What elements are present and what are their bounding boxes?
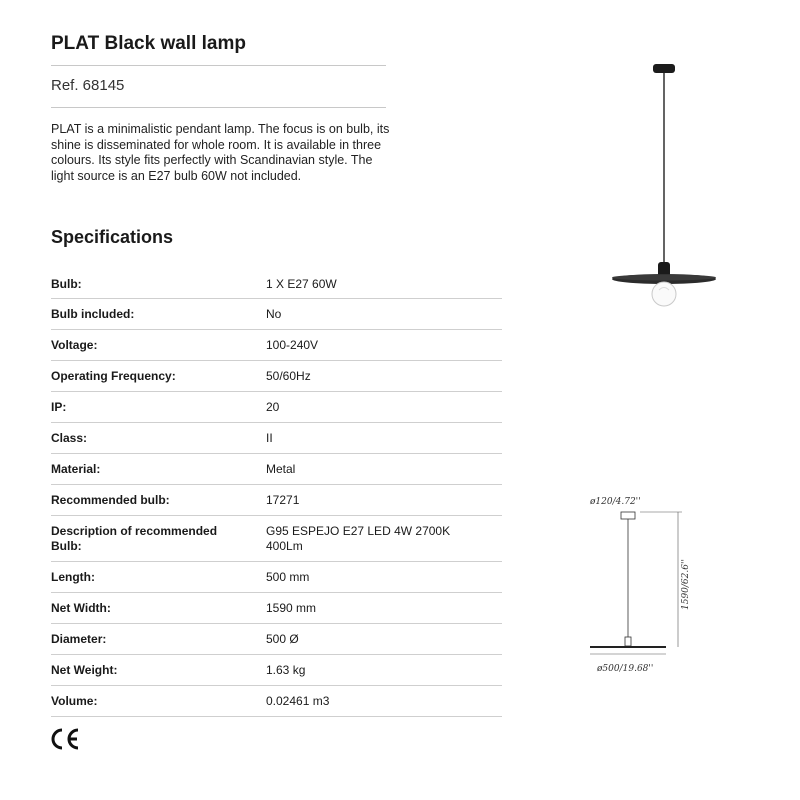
spec-row-bulb-description — [51, 516, 502, 562]
product-description: PLAT is a minimalistic pendant lamp. The focus is on bulb, its shine is disseminated for whole room. It is available in three colours. Its style fits perfectly with Scandinavian style. The light source is an E27 bulb 60W not included. — [51, 122, 390, 183]
spec-label: Operating Frequency: — [51, 369, 176, 383]
spec-value: 1.63 kg — [266, 663, 306, 677]
height-dimension-label: 1590/62.6'' — [681, 559, 691, 610]
shade-dimension-label: ø500/19.68'' — [597, 664, 654, 674]
spec-label: Description of recommended Bulb: — [51, 524, 218, 553]
spec-value: 1590 mm — [266, 601, 317, 615]
specifications-table — [51, 268, 502, 717]
spec-value: 500 Ø — [266, 632, 299, 646]
spec-row-bulb-included — [51, 299, 502, 330]
spec-value: No — [266, 307, 282, 321]
spec-value: 50/60Hz — [266, 369, 311, 383]
spec-row-diameter — [51, 624, 502, 655]
spec-value: G95 ESPEJO E27 LED 4W 2700K 400Lm — [266, 524, 451, 553]
spec-row-net-weight — [51, 655, 502, 686]
divider — [51, 107, 386, 108]
spec-row-ip — [51, 392, 502, 423]
spec-value: Metal — [266, 462, 296, 476]
spec-label: Diameter: — [51, 632, 107, 646]
canopy-dimension-label: ø120/4.72'' — [590, 497, 641, 507]
product-title: PLAT Black wall lamp — [51, 33, 246, 54]
spec-row-class — [51, 423, 502, 454]
ce-mark-icon — [49, 727, 81, 751]
spec-value: II — [266, 431, 273, 445]
spec-value: 17271 — [266, 493, 300, 507]
technical-drawing — [580, 490, 700, 690]
divider — [51, 65, 386, 66]
spec-row-volume — [51, 686, 502, 717]
spec-value: 1 X E27 60W — [266, 277, 337, 291]
lamp-illustration — [612, 64, 716, 306]
spec-label: IP: — [51, 400, 67, 414]
spec-label: Volume: — [51, 694, 98, 708]
product-photo — [600, 60, 730, 320]
spec-row-length — [51, 562, 502, 593]
spec-row-recommended-bulb — [51, 485, 502, 516]
spec-label: Bulb: — [51, 277, 82, 291]
spec-row-material — [51, 454, 502, 485]
spec-value: 20 — [266, 400, 280, 414]
spec-row-bulb — [51, 268, 502, 299]
spec-label: Class: — [51, 431, 88, 445]
specifications-heading: Specifications — [51, 227, 174, 247]
spec-value: 0.02461 m3 — [266, 694, 330, 708]
spec-value: 100-240V — [266, 338, 319, 352]
spec-label: Net Weight: — [51, 663, 118, 677]
spec-label: Recommended bulb: — [51, 493, 170, 507]
spec-label: Bulb included: — [51, 307, 135, 321]
spec-value: 500 mm — [266, 570, 310, 584]
reference-number: Ref. 68145 — [51, 77, 125, 94]
spec-row-net-width — [51, 593, 502, 624]
spec-row-frequency — [51, 361, 502, 392]
spec-row-voltage — [51, 330, 502, 361]
spec-label: Length: — [51, 570, 95, 584]
spec-label: Net Width: — [51, 601, 111, 615]
spec-label: Material: — [51, 462, 101, 476]
spec-label: Voltage: — [51, 338, 98, 352]
